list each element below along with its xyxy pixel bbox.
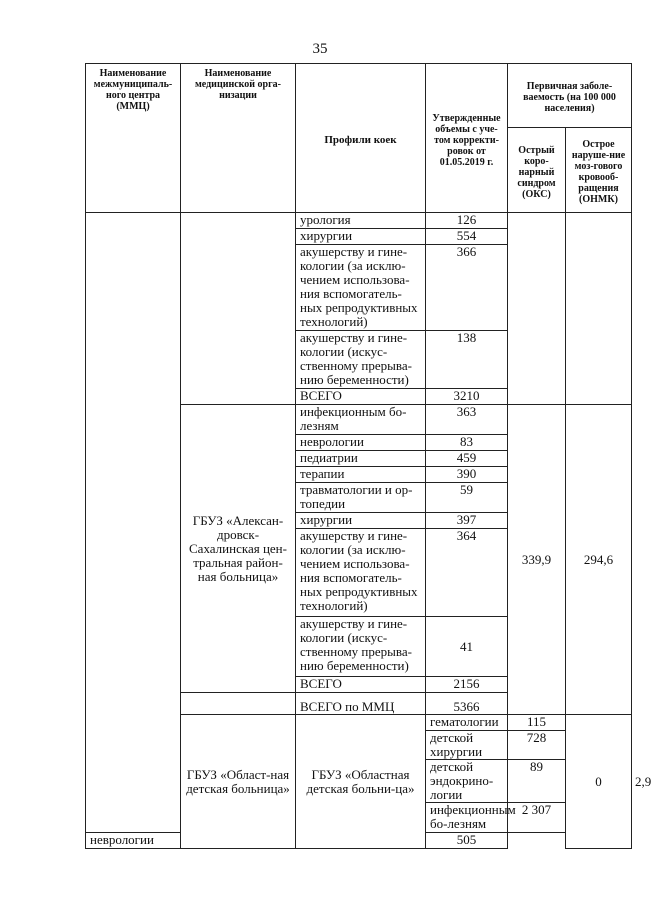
- profile-cell: акушерству и гине-кологии (за исклю-чением использова-ния вспомогатель-ных репродуктивных технологий): [296, 529, 426, 617]
- profile-cell: акушерству и гине-кологии (искус-ственному прерыва-нию беременности): [296, 617, 426, 677]
- profile-cell: акушерству и гине-кологии (за исклю-чением использова-ния вспомогатель-ных репродуктивных технологий): [296, 245, 426, 331]
- mmc-total-value: 5366: [426, 693, 508, 715]
- profile-cell: детской хирургии: [426, 731, 508, 760]
- org-cell-empty: [181, 693, 296, 715]
- header-incidence: Первичная заболе-ваемость (на 100 000 населения): [508, 64, 632, 128]
- profile-cell: неврологии: [296, 435, 426, 451]
- org-cell-empty: [181, 213, 296, 405]
- volume-cell: 83: [426, 435, 508, 451]
- mmc-cell-empty: [86, 213, 181, 833]
- org-name-childrens-hospital: ГБУЗ «Областная детская больни-ца»: [296, 715, 426, 849]
- profile-cell: педиатрии: [296, 451, 426, 467]
- oks-value: 0: [566, 715, 632, 849]
- profile-cell: гематологии: [426, 715, 508, 731]
- profile-cell: инфекционным бо-лезням: [296, 405, 426, 435]
- header-profile: Профили коек: [296, 64, 426, 213]
- profile-cell: инфекционным бо-лезням: [426, 803, 508, 833]
- profile-total-cell: ВСЕГО: [296, 389, 426, 405]
- volume-cell: 89: [508, 760, 566, 803]
- volume-cell: 728: [508, 731, 566, 760]
- profile-cell: урология: [296, 213, 426, 229]
- header-oks: Острый коро-нарный синдром (ОКС): [508, 128, 566, 213]
- volume-cell: 363: [426, 405, 508, 435]
- volume-cell: 126: [426, 213, 508, 229]
- volume-cell: 390: [426, 467, 508, 483]
- header-mmc: Наименование межмуниципаль-ного центра (ММЦ): [86, 64, 181, 213]
- profile-cell: хирургии: [296, 513, 426, 529]
- volume-cell: 505: [426, 833, 508, 849]
- mmc-name-childrens-hospital: ГБУЗ «Област-ная детская больница»: [181, 715, 296, 849]
- profile-cell: травматологии и ор-топедии: [296, 483, 426, 513]
- volume-cell: 2 307: [508, 803, 566, 833]
- volume-cell: 41: [426, 617, 508, 677]
- volume-cell: 554: [426, 229, 508, 245]
- volume-cell: 459: [426, 451, 508, 467]
- header-onmk: Острое наруше-ние моз-гового кровооб-ращения (ОНМК): [566, 128, 632, 213]
- volume-cell: 138: [426, 331, 508, 389]
- volume-cell: 115: [508, 715, 566, 731]
- volume-cell: 397: [426, 513, 508, 529]
- volume-cell: 364: [426, 529, 508, 617]
- profile-cell: терапии: [296, 467, 426, 483]
- volume-total-cell: 2156: [426, 677, 508, 693]
- org-name-aleksandrovsk: ГБУЗ «Алексан-дровск-Сахалинская цен-тральная район-ная больница»: [181, 405, 296, 693]
- oks-value: 339,9: [508, 405, 566, 715]
- profile-cell: хирургии: [296, 229, 426, 245]
- header-volume: Утвержденные объемы с уче-том корректи-ровок от 01.05.2019 г.: [426, 64, 508, 213]
- onmk-value: 294,6: [566, 405, 632, 715]
- volume-cell: 59: [426, 483, 508, 513]
- volume-cell: 366: [426, 245, 508, 331]
- beds-allocation-table: Наименование межмуниципаль-ного центра (ММЦ) Наименование медицинской орга-низации Профили коек Утвержденные объемы с уче-том корректи-ровок от 01.05.2019 г. Первичная заболе-ваемость (на 100 000 населения) Острый коро-нарный синдром (ОКС) Острое наруше-ние моз-гового кровооб-ращения (ОНМК) урология 126 хирургии 554 акушерству и гине-кологии (за исклю-чением использова-ния вспомогатель-ных репродуктивных технологий) 366 акушерству и гине-кологии (искус-ственному прерыва-нию беременности) 138 ВСЕГО 3210 ГБУЗ «Алексан-дровск-Сахалинская цен-тральная район-ная больница» инфекционным бо-лезням 363 339,9 294,6 неврологии 83 педиатрии 459 терапии 390 травматологии и ор-топедии 59 хирургии 397 акушерству и гине-кологии (за исклю-чением использова-ния вспомогатель-ных репродуктивных технологий) 364 акушерству и гине-кологии (искус-ственному прерыва-нию беременности) 41 ВСЕГО 2156 ВСЕГО по ММЦ 5366 ГБУЗ «Област-ная детская больница» ГБУЗ «Областная детская больни-ца» гематологии 115 0 2,9 детской хирургии 728 детской эндокрино-логии 89 инфекционным бо-лезням 2 307 неврологии 505: [85, 63, 632, 849]
- volume-total-cell: 3210: [426, 389, 508, 405]
- profile-cell: детской эндокрино-логии: [426, 760, 508, 803]
- page-number: 35: [312, 41, 328, 57]
- oks-cell-empty: [508, 213, 566, 405]
- onmk-cell-empty: [566, 213, 632, 405]
- mmc-total-label: ВСЕГО по ММЦ: [296, 693, 426, 715]
- profile-cell: неврологии: [86, 833, 181, 849]
- header-org: Наименование медицинской орга-низации: [181, 64, 296, 213]
- profile-cell: акушерству и гине-кологии (искус-ственному прерыва-нию беременности): [296, 331, 426, 389]
- profile-total-cell: ВСЕГО: [296, 677, 426, 693]
